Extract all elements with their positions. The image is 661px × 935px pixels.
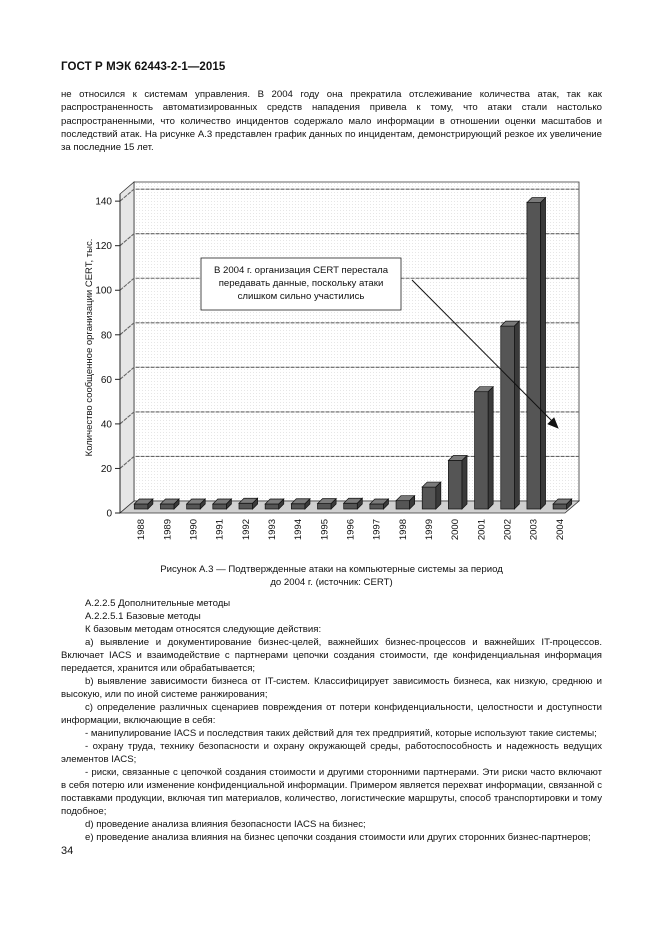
list-item-c-2: - охрану труда, технику безопасности и охрану окружающей среды, работоспособность и надежность ведущих элементов IACS; [61,741,602,765]
bar [448,461,462,509]
bar [422,487,436,509]
bar [527,203,541,509]
x-tick-label: 1997 [371,519,383,541]
x-tick-label: 2003 [528,519,540,541]
list-item-c-3: - риски, связанные с цепочкой создания стоимости и другими сторонними партнерами. Эти риски часто включают в себя потерю или изменение конфиденциальной информации. Примером является перехват информации, связанной с поставками продукции, включая тип материалов, количество, логистические маршруты, способ транспортировки и тому подобное; [61,767,602,817]
section-heading-additional-methods: А.2.2.5 Дополнительные методы [85,598,231,609]
x-tick-label: 2004 [554,519,566,541]
bar-chart [78,170,598,550]
list-item-e: e) проведение анализа влияния на бизнес цепочки создания стоимости или других сторонних бизнес-партнеров; [85,832,591,843]
x-tick-label: 1999 [424,519,436,541]
section-heading-basic-methods: А.2.2.5.1 Базовые методы [85,611,201,622]
chart-side-wall [120,182,134,513]
x-tick-label: 1989 [162,519,174,541]
annotation-text: передавать данные, поскольку атаки [218,278,384,289]
bar [501,326,515,509]
bar [344,503,358,509]
x-tick-label: 2002 [502,519,514,541]
bar [291,504,305,509]
list-item-a: а) выявление и документирование бизнес-целей, важнейших бизнес-процессов и важнейших IT-процессов. Включает IACS и взаимодействие с партнерами цепочки создания стоимости, где конфиденциальная информация передается, хранится или обрабатывается; [61,637,602,674]
caption-line-1: Рисунок А.3 — Подтвержденные атаки на компьютерные системы за период [160,564,503,575]
list-item-c: c) определение различных сценариев повреждения от потери конфиденциальности, целостности и доступности информации, включающие в себя: [61,702,602,726]
y-tick-label: 80 [100,330,112,342]
bar [553,504,567,509]
x-tick-label: 2000 [450,519,462,541]
bar [475,392,489,509]
body-text [61,597,602,844]
bar-side [436,482,441,509]
bar [213,504,227,509]
y-tick-label: 120 [95,241,112,253]
annotation-text: слишком сильно участились [237,291,365,302]
x-tick-label: 1995 [319,519,331,541]
bar [134,504,148,509]
bar [370,504,384,509]
bar-side [541,198,546,509]
list-item-c-1: - манипулирование IACS и последствия таких действий для тех предприятий, которые используют такие системы; [85,728,597,739]
bar [265,504,279,509]
x-tick-label: 1996 [345,519,357,541]
y-tick-label: 60 [100,374,112,386]
annotation-text: В 2004 г. организация CERT перестала [213,265,389,276]
figure-caption [61,563,602,589]
bar [187,504,201,509]
list-item-b: b) выявление зависимости бизнеса от IT-систем. Классифицирует зависимость бизнеса, как низкую, среднюю и высокую, или по иной системе ранжирования; [61,676,602,700]
y-tick-label: 20 [100,463,112,475]
bar-side [488,387,493,509]
y-tick-label: 100 [95,285,112,297]
figure-chart [78,170,598,550]
bar [396,501,410,509]
x-tick-label: 1988 [136,519,148,541]
y-tick-label: 0 [106,508,112,520]
x-tick-label: 1992 [240,519,252,541]
x-tick-label: 2001 [476,519,488,541]
y-tick-label: 140 [95,196,112,208]
bar-side [514,321,519,509]
x-tick-label: 1990 [188,519,200,541]
x-tick-label: 1993 [266,519,278,541]
y-axis-label: Количество сообщенное организации CERT, тыс. [84,238,95,457]
bar-side [462,456,467,509]
page-number: 34 [61,845,74,857]
y-tick-label: 40 [100,419,112,431]
intro-paragraph: не относился к системам управления. В 2004 году она прекратила отслеживание количества атак, так как распространенность автоматизированных средств нападения привела к тому, что атаки стали настолько распространенными, что количество инцидентов содержало мало информации в отношении оценки масштабов и последствий атак. На рисунке А.3 представлен график данных по инцидентам, демонстрирующий резкое их увеличение за последние 15 лет. [61,89,602,154]
bar [318,504,332,509]
section-intro: К базовым методам относятся следующие действия: [85,624,322,635]
document-header: ГОСТ Р МЭК 62443-2-1—2015 [61,61,226,73]
bar [160,504,174,509]
caption-line-2: до 2004 г. (источник: CERT) [270,577,393,588]
list-item-d: d) проведение анализа влияния безопасности IACS на бизнес; [85,819,366,830]
x-tick-label: 1998 [397,519,409,541]
x-tick-label: 1991 [214,519,226,541]
x-tick-label: 1994 [293,519,305,541]
bar [239,503,253,509]
